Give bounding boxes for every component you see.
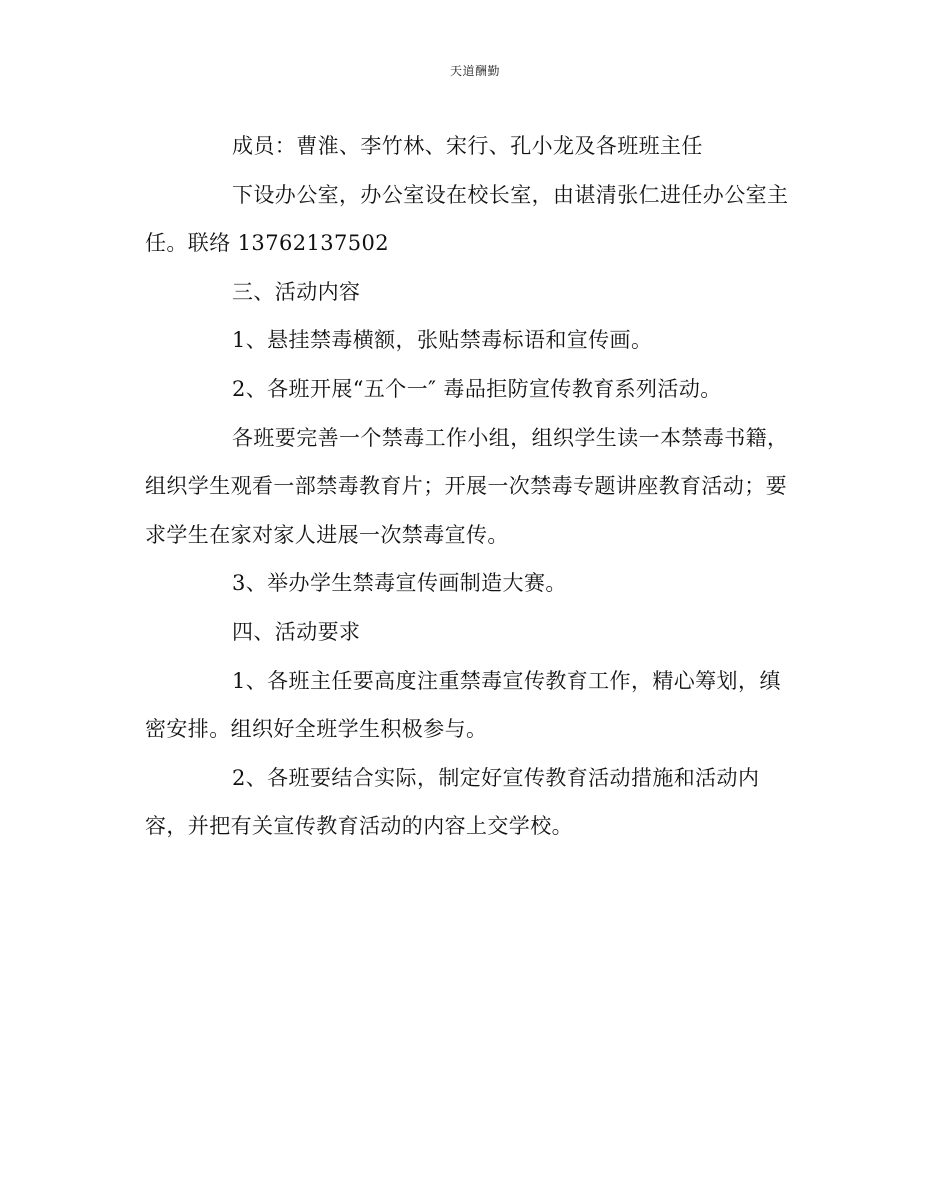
list-item: 2、各班要结合实际，制定好宣传教育活动措施和活动内	[232, 765, 760, 790]
text-line: 成员：曹淮、李竹林、宋行、孔小龙及各班班主任	[232, 134, 703, 158]
text-line: 任。联络 13762137502	[145, 231, 390, 256]
text-line: 求学生在家对家人进展一次禁毒宣传。	[145, 522, 509, 547]
list-item: 2、各班开展“五个一″ 毒品拒防宣传教育系列活动。	[232, 376, 722, 401]
page-header: 天道酬勤	[449, 64, 500, 78]
section-heading: 三、活动内容	[232, 279, 361, 304]
list-item: 1、各班主任要高度注重禁毒宣传教育工作，精心筹划，缜	[232, 668, 781, 693]
text-line: 下设办公室，办公室设在校长室，由谌清张仁进任办公室主	[232, 182, 789, 207]
list-item: 1、悬挂禁毒横额，张贴禁毒标语和宣传画。	[232, 328, 653, 353]
section-heading: 四、活动要求	[232, 619, 361, 644]
list-item: 3、举办学生禁毒宣传画制造大赛。	[232, 571, 567, 596]
document-body	[145, 128, 805, 857]
text-line: 容，并把有关宣传教育活动的内容上交学校。	[145, 814, 573, 839]
text-line: 组织学生观看一部禁毒教育片；开展一次禁毒专题讲座教育活动；要	[145, 474, 787, 499]
text-line: 密安排。组织好全班学生积极参与。	[145, 717, 488, 742]
text-line: 各班要完善一个禁毒工作小组，组织学生读一本禁毒书籍，	[232, 425, 789, 450]
